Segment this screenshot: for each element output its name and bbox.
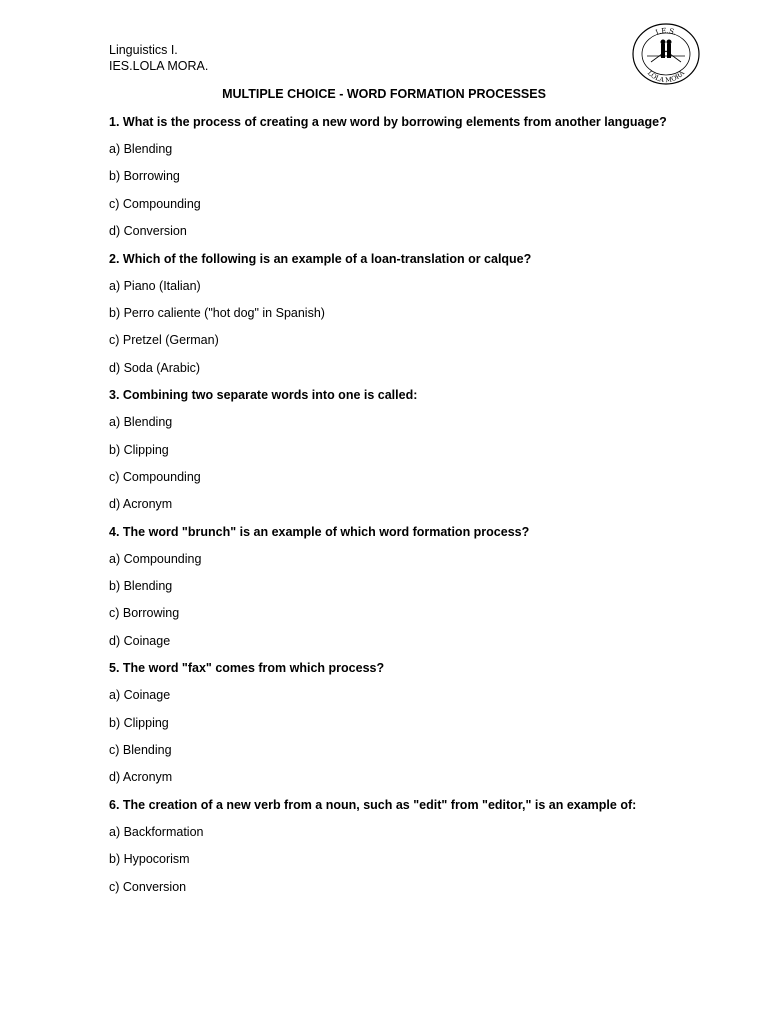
question-text: 2. Which of the following is an example of a loan-translation or calque? xyxy=(109,251,532,266)
answer-option: d) Acronym xyxy=(109,770,173,785)
question-block-5 xyxy=(109,659,669,786)
answer-option: d) Soda (Arabic) xyxy=(109,360,201,375)
answer-option: a) Coinage xyxy=(109,688,171,703)
answer-option: b) Borrowing xyxy=(109,169,180,184)
answer-option: c) Blending xyxy=(109,743,172,758)
answer-option: c) Borrowing xyxy=(109,606,180,621)
answer-option: d) Conversion xyxy=(109,224,187,239)
answer-option: a) Blending xyxy=(109,415,173,430)
page-title: MULTIPLE CHOICE - WORD FORMATION PROCESSES xyxy=(222,87,546,101)
question-text: 4. The word "brunch" is an example of which word formation process? xyxy=(109,524,530,539)
answer-option: b) Hypocorism xyxy=(109,852,190,867)
question-text: 6. The creation of a new verb from a noun, such as "edit" from "editor," is an example of: xyxy=(109,797,637,812)
seal-top-text: I.E.S. xyxy=(654,26,678,37)
answer-option: c) Pretzel (German) xyxy=(109,333,219,348)
answer-option: a) Piano (Italian) xyxy=(109,278,201,293)
answer-option: a) Backformation xyxy=(109,824,204,839)
answer-option: b) Blending xyxy=(109,579,173,594)
question-text: 3. Combining two separate words into one is called: xyxy=(109,388,418,403)
question-text: 5. The word "fax" comes from which process? xyxy=(109,661,385,676)
questions-list xyxy=(109,113,669,905)
document-header xyxy=(109,42,208,74)
question-block-1 xyxy=(109,113,669,240)
answer-option: c) Compounding xyxy=(109,196,201,211)
answer-option: d) Acronym xyxy=(109,497,173,512)
question-block-2 xyxy=(109,250,669,377)
question-block-6 xyxy=(109,796,669,896)
answer-option: a) Compounding xyxy=(109,551,202,566)
answer-option: b) Perro caliente ("hot dog" in Spanish) xyxy=(109,305,325,320)
school-name: IES.LOLA MORA. xyxy=(109,59,209,73)
answer-option: b) Clipping xyxy=(109,442,169,457)
answer-option: c) Conversion xyxy=(109,879,187,894)
answer-option: b) Clipping xyxy=(109,715,169,730)
question-block-3 xyxy=(109,386,669,513)
question-text: 1. What is the process of creating a new word by borrowing elements from another language? xyxy=(109,115,667,129)
answer-option: c) Compounding xyxy=(109,469,201,484)
seal-bottom-text: LOLA MORA xyxy=(645,68,687,85)
school-seal-icon xyxy=(631,22,701,86)
answer-option: a) Blending xyxy=(109,142,173,156)
answer-option: d) Coinage xyxy=(109,633,171,648)
question-block-4 xyxy=(109,523,669,650)
course-name: Linguistics I. xyxy=(109,43,178,57)
